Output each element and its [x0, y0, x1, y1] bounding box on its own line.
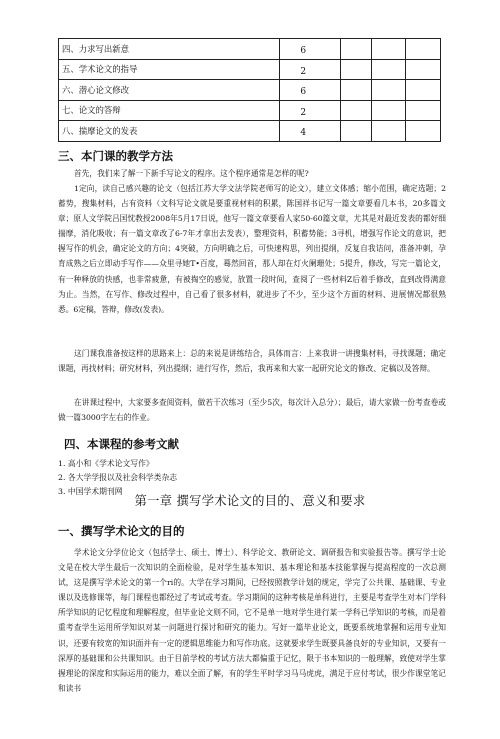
empty-cell [341, 121, 372, 142]
empty-cell [406, 80, 441, 101]
hours-cell: 4 [280, 121, 341, 142]
section3-process: 1定向，读自己感兴趣的论文（包括江苏大学文法学院老师写的论文），建立文体感；缩小范围，确定选题；2蓄势，搜集材料，占有资料（文科写论文就是要重视材料的积累，陈国祥书记写一篇文章要看几本书，20多篇文章；原人文学院吕国忱教授2008年5月17日说，他写一篇文章要看人家50-60篇文章，尤其是对最近发表的都好细揣摩，消化吸收；有一篇文章改了6-7年才拿出去发表），整理资料，积蓄势能；3寻机，增强写作论文的意识，把握写作的机会，确定论文的方向；4突破，方向明确之后，可快速构思，列出提纲，反复自我诘问，准备冲刺，孕育成熟之后立即动手写作——众里寻她T•百度，蓦然回首，那人却在灯火阑珊处；5提升，修改，写完一篇论文，有一种释放的快感，也非常疲惫，有被掏空的感觉，放置一段时间，查阅了一些材料Z后着手修改，直到改得满意为止。当然，在写作、修改过程中，自己看了很多材料，就进步了不少，至少这个方面的材料、进展情况都很熟悉。6定稿，答辩，修改(发表)。 [58, 184, 446, 314]
empty-cell [372, 100, 406, 121]
reference-item: 2. 各大学学报以及社会科学类杂志 [58, 473, 178, 483]
empty-cell [406, 59, 441, 80]
course-hours-table [58, 38, 441, 142]
chapter-title: 第一章 撰写学术论文的目的、意义和要求 [134, 494, 366, 508]
hours-cell: 6 [280, 39, 341, 60]
empty-cell [341, 80, 372, 101]
empty-cell [406, 100, 441, 121]
empty-cell [372, 121, 406, 142]
hours-cell: 2 [280, 100, 341, 121]
empty-cell [406, 39, 441, 60]
empty-cell [341, 100, 372, 121]
chapter-name-cell: 六、潜心论文修改 [59, 80, 280, 101]
chapter-name-cell: 七、论文的答辩 [59, 100, 280, 121]
chapter-name-cell: 四、力求写出新意 [59, 39, 280, 60]
table-row [59, 59, 441, 80]
table-row [59, 80, 441, 101]
reference-item: 1. 高小和《学术论文写作》 [58, 459, 154, 468]
hours-cell: 6 [280, 80, 341, 101]
empty-cell [372, 59, 406, 80]
section3-intro: 首先，我们来了解一下新手写论文的程序。这个程序通常是怎样的呢? [74, 169, 309, 178]
chapter-section-title: 一、撰写学术论文的目的 [58, 524, 185, 538]
empty-cell [372, 39, 406, 60]
section3-title: 三、本门课的教学方法 [58, 149, 173, 163]
hours-cell: 2 [280, 59, 341, 80]
section3-plan: 这门课我准备按这样的思路来上：总的来说是讲练结合，具体而言：上来我讲一讲搜集材料，寻找课题；确定课题，再找材料；研究材料，列出提纲；进行写作，然后，我再来和大家一起研究论文的修改、定稿以及答辩。 [58, 349, 446, 374]
empty-cell [341, 39, 372, 60]
empty-cell [406, 121, 441, 142]
section4-title: 四、本课程的参考文献 [64, 437, 179, 451]
table-row [59, 39, 441, 60]
chapter-name-cell: 八、揣摩论文的发表 [59, 121, 280, 142]
chapter-body: 学术论文分学位论文（包括学士、硕士、博士）、科学论文、教研论文、调研报告和实验报告等。撰写学士论文是在校大学生最后一次知识的全面检验，是对学生基本知识、基本理论和基本技能掌握与提高程度的一次总测试，这是撰写学术论文的第一个ri的。大学在学习期间，已经按照教学计划的规定，学完了公共课、基础课、专业课以及选修课等，每门课程也都经过了考试或考查。学习期间的这种考核是单科进行，主要是考查学生对本门学科所学知识的记忆程度和理解程度，但毕业论文则不同，它不是单一地对学生进行某一学科已学知识的考核，而是着重考查学生运用所学知识对某一问题进行探讨和研究的能力。写好一篇毕业论文，既要系统地掌握和运用专业知识，还要有较宽的知识面并有一定的逻辑思维能力和写作功底。这就要求学生既要具备良好的专业知识，又要有一深厚的基础课和公共课知识。由于目前学校的考试方法大都偏重于记忆，限于书本知识的一般理解，致使对学生掌握理论的深度和实际运用的能力，难以全面了解，有的学生平时学习马马虎虎，满足于应付考试，很少作课堂笔记和读书 [58, 548, 446, 693]
reference-item: 3. 中国学术期刊网 [58, 487, 123, 497]
table-row [59, 100, 441, 121]
chapter-name-cell: 五、学术论文的指导 [59, 59, 280, 80]
section3-assessment: 在讲课过程中，大家要多查阅资料，做若干次练习（至少5次，每次计入总分）；最后，请大家做一份考查卷或做一篇3000字左右的作业。 [58, 398, 446, 423]
table-row [59, 121, 441, 142]
empty-cell [372, 80, 406, 101]
empty-cell [341, 59, 372, 80]
